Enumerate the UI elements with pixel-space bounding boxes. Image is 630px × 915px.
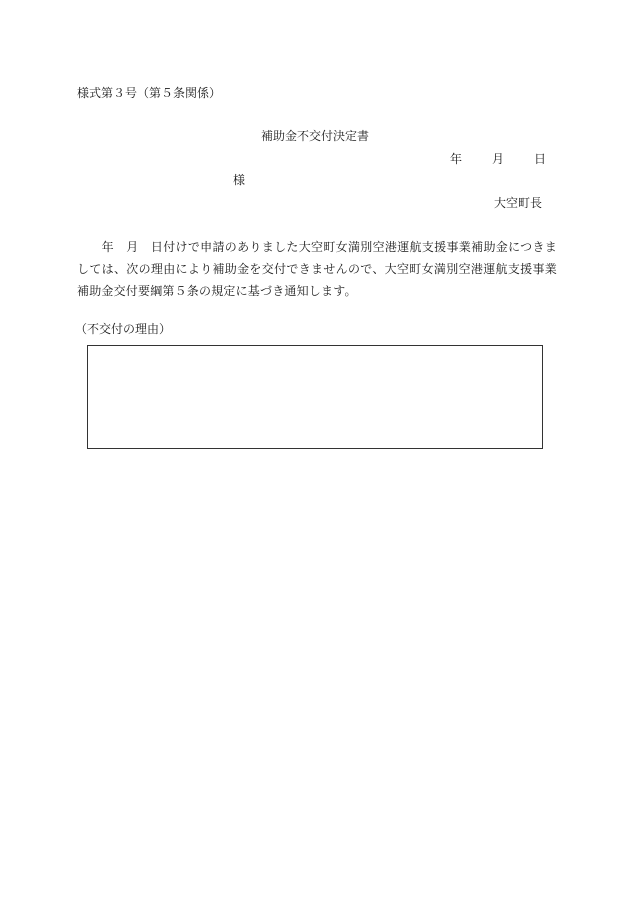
form-number: 様式第３号（第５条関係）	[77, 86, 222, 100]
reason-label: （不交付の理由）	[75, 322, 172, 336]
addressee: 様	[233, 173, 246, 187]
notice-body: 年 月 日付けで申請のありました大空町女満別空港運航支援事業補助金につきましては、次の理由により補助金を交付できませんので、大空町女満別空港運航支援事業補助金交付要綱第５条の規定に基づき通知します。	[77, 240, 557, 298]
issuer: 大空町長	[493, 196, 542, 210]
date-day-label: 日	[534, 152, 547, 166]
date-year-label: 年	[450, 152, 463, 166]
reason-box	[87, 345, 543, 449]
date-month-label: 月	[492, 152, 505, 166]
document-title: 補助金不交付決定書	[260, 129, 369, 143]
date-line	[450, 152, 546, 166]
